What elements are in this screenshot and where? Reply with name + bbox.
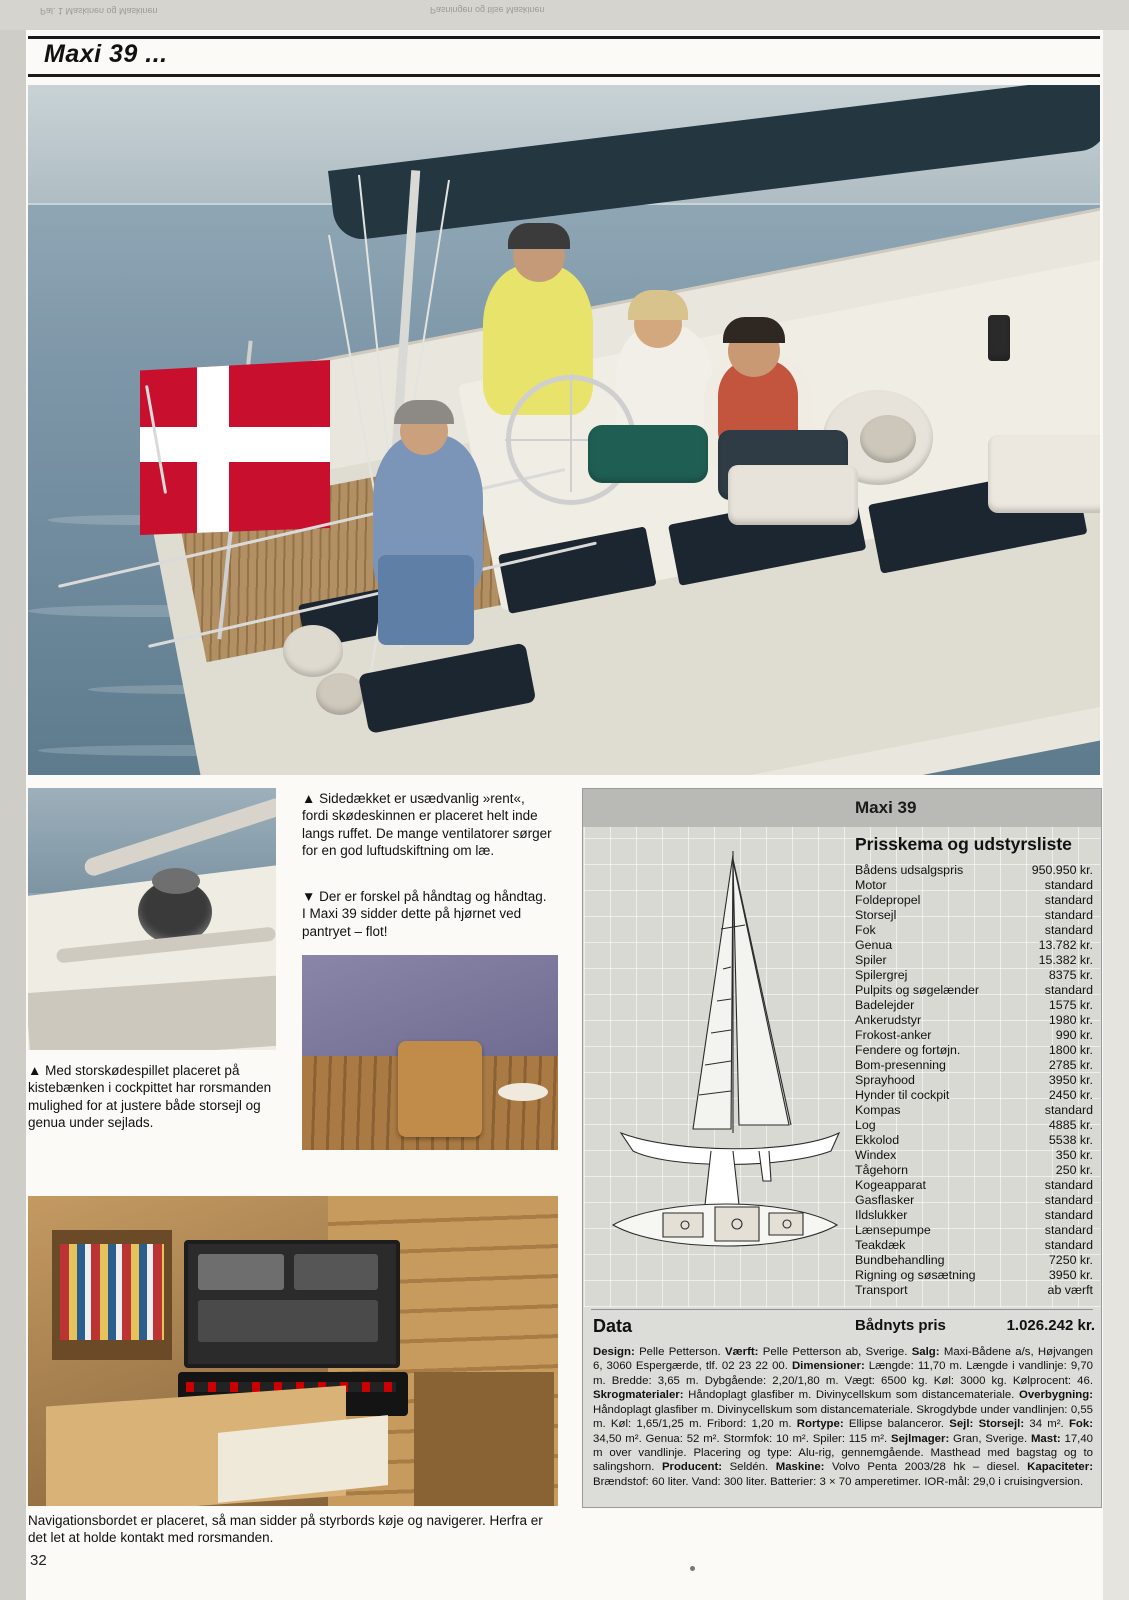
price-row (855, 1043, 1093, 1058)
caption-handles: ▼ Der er forskel på håndtag og håndtag. I Maxi 39 sidder dette på hjørnet ved pantryet – flot! (302, 889, 547, 939)
price-item-value: 5538 kr. (1048, 1132, 1093, 1147)
price-rows (855, 863, 1093, 1298)
photo-nav-station (28, 1196, 558, 1506)
price-row (855, 908, 1093, 923)
price-item-name: Ildslukker (855, 1207, 908, 1222)
sliding-hatch (728, 465, 858, 525)
price-row (855, 893, 1093, 908)
price-item-value: 8375 kr. (1048, 967, 1093, 982)
price-item-value: 4885 kr. (1048, 1117, 1093, 1132)
price-row (855, 1118, 1093, 1133)
bleed-fragment-2: Pasningen og tilse Maskinen (430, 5, 545, 15)
price-list (855, 835, 1093, 1298)
price-item-name: Spiler (855, 952, 887, 967)
price-row (855, 998, 1093, 1013)
divider-line (591, 1309, 1093, 1310)
price-row (855, 953, 1093, 968)
page-title: Maxi 39 ... (44, 40, 168, 68)
price-item-name: Motor (855, 877, 887, 892)
price-item-value: 7250 kr. (1048, 1252, 1093, 1267)
price-item-value: standard (1044, 922, 1093, 937)
caption-sidedeck: ▲ Sidedækket er usædvanlig »rent«, fordi skødeskinnen er placeret helt inde langs ruffet. De mange ventilatorer sørger for en god luftudskiftning om læ. (302, 791, 552, 858)
price-item-value: ab værft (1047, 1282, 1093, 1297)
price-row (855, 1088, 1093, 1103)
crew-trousers (378, 555, 474, 645)
data-box (582, 788, 1102, 1508)
sailplan-svg (593, 833, 851, 1273)
price-item-name: Ekkolod (855, 1132, 900, 1147)
foredeck-winch (283, 625, 343, 677)
price-row (855, 1028, 1093, 1043)
price-item-value: 3950 kr. (1048, 1267, 1093, 1282)
foredeck-winch (316, 673, 364, 715)
price-item-name: Ankerudstyr (855, 1012, 922, 1027)
right-margin-strip (1103, 30, 1129, 1600)
price-item-value: 3950 kr. (1048, 1072, 1093, 1087)
price-row (855, 923, 1093, 938)
wooden-handle (398, 1041, 482, 1137)
price-item-name: Spilergrej (855, 967, 908, 982)
price-item-name: Kompas (855, 1102, 901, 1117)
price-item-name: Foldepropel (855, 892, 921, 907)
price-item-name: Hynder til cockpit (855, 1087, 950, 1102)
price-row (855, 1013, 1093, 1028)
table-edge (498, 1083, 548, 1101)
price-item-name: Bundbehandling (855, 1252, 945, 1267)
price-row (855, 1223, 1093, 1238)
data-box-title: Maxi 39 (855, 798, 917, 817)
price-item-value: standard (1044, 1102, 1093, 1117)
crew-hair (723, 317, 785, 343)
price-row (855, 1238, 1093, 1253)
price-item-value: standard (1044, 907, 1093, 922)
price-row (855, 1253, 1093, 1268)
header-rule-top (28, 36, 1100, 39)
price-item-value: 15.382 kr. (1038, 952, 1093, 967)
price-item-name: Transport (855, 1282, 908, 1297)
price-item-value: 350 kr. (1055, 1147, 1093, 1162)
price-row (855, 863, 1093, 878)
photo-sidedeck-winch (28, 788, 276, 1050)
crew-hair (394, 400, 454, 424)
price-item-name: Badelejder (855, 997, 915, 1012)
sail-bag (588, 425, 708, 483)
price-item-name: Fok (855, 922, 876, 937)
price-item-value: 1980 kr. (1048, 1012, 1093, 1027)
caption-nav: Navigationsbordet er placeret, så man sidder på styrbords køje og navigerer. Herfra er det let at holde kontakt med rorsmanden. (28, 1513, 543, 1546)
settee-berth (414, 1372, 554, 1506)
left-margin-strip (0, 30, 26, 1600)
crew-hair (508, 223, 570, 249)
price-row (855, 1178, 1093, 1193)
price-row (855, 1133, 1093, 1148)
price-item-name: Sprayhood (855, 1072, 915, 1087)
price-item-value: standard (1044, 1222, 1093, 1237)
price-row (855, 1193, 1093, 1208)
price-row (855, 878, 1093, 893)
price-item-name: Bådens udsalgspris (855, 862, 964, 877)
price-row (855, 1073, 1093, 1088)
price-item-name: Log (855, 1117, 876, 1132)
header-rule-bottom (28, 74, 1100, 77)
price-row (855, 968, 1093, 983)
cockpit-locker (988, 435, 1100, 513)
data-box-header (583, 789, 1101, 827)
price-list-title: Prisskema og udstyrsliste (855, 834, 1072, 854)
price-row (855, 1283, 1093, 1298)
total-price-value: 1.026.242 kr. (1006, 1317, 1095, 1334)
bleed-fragment-1: Pal. 1 Maskinen og Maskinen (40, 6, 158, 16)
price-item-name: Rigning og søsætning (855, 1267, 976, 1282)
price-item-name: Windex (855, 1147, 897, 1162)
price-row (855, 1148, 1093, 1163)
price-row (855, 1163, 1093, 1178)
price-item-name: Pulpits og søgelænder (855, 982, 979, 997)
crew-hair (628, 290, 688, 320)
price-row (855, 1103, 1093, 1118)
price-item-name: Gasflasker (855, 1192, 915, 1207)
price-item-value: 1800 kr. (1048, 1042, 1093, 1057)
price-row (855, 938, 1093, 953)
price-row (855, 1058, 1093, 1073)
price-item-name: Bom-presenning (855, 1057, 946, 1072)
price-item-name: Genua (855, 937, 893, 952)
price-item-value: 1575 kr. (1048, 997, 1093, 1012)
price-item-name: Tågehorn (855, 1162, 909, 1177)
price-item-name: Storsejl (855, 907, 897, 922)
ventilator (988, 315, 1010, 361)
books (60, 1244, 164, 1340)
price-item-value: 2785 kr. (1048, 1057, 1093, 1072)
registration-dot (690, 1566, 695, 1571)
price-item-name: Teakdæk (855, 1237, 906, 1252)
page-bleed-strip (0, 0, 1129, 30)
price-item-value: standard (1044, 1207, 1093, 1222)
price-item-value: 13.782 kr. (1038, 937, 1093, 952)
specifications-text: Design: Pelle Petterson. Værft: Pelle Petterson ab, Sverige. Salg: Maxi-Bådene a/s, Højvangen 6, 3060 Espergærde, tlf. 02 23 22 00. Dimensioner: Længde: 11,70 m. Længde i vandlinje: 9,70 m. Bredde: 3,65 m. Dybgående: 2,20/1,80 m. Vægt: 6500 kg. Køl: 3000 kg. Kølprocent: 46. Skrogmaterialer: Håndoplagt glasfiber m. Divinycellskum som distancemateriale. Overbygning: Håndoplagt glasfiber m. Divinycellskum som distancemateriale. Skrogdybde under vandlinjen: 0,55 m. Køl: 1,65/1,25 m. Fribord: 1,20 m. Rortype: Ellipse balanceror. Sejl: Storsejl: 34 m². Fok: 34,50 m². Genua: 52 m². Stormfok: 10 m². Spiler: 115 m². Sejlmager: Gran, Sverige. Mast: 17,40 m over vandlinje. Placering og type: Alu-rig, gennemgående. Masthead med bagstag og to salingshorn. Producent: Seldén. Maskine: Volvo Penta 2003/28 hk – diesel. Kapaciteter: Brændstof: 60 liter. Vand: 300 liter. Batterier: 3 × 70 amperetimer. IOR-mål: 29,0 i cruisingversion. (593, 1346, 1094, 1488)
winch-top (152, 868, 200, 894)
price-item-value: standard (1044, 1237, 1093, 1252)
price-item-value: 2450 kr. (1048, 1087, 1093, 1102)
price-row (855, 1208, 1093, 1223)
price-item-value: standard (1044, 877, 1093, 892)
price-item-value: standard (1044, 1192, 1093, 1207)
radio-unit (198, 1254, 284, 1290)
price-item-name: Kogeapparat (855, 1177, 926, 1192)
total-price-label: Bådnyts pris (855, 1317, 946, 1334)
switch-panel (198, 1300, 378, 1342)
price-row (855, 983, 1093, 998)
price-item-name: Frokost-anker (855, 1027, 932, 1042)
price-item-value: standard (1044, 1177, 1093, 1192)
caption-winch: ▲ Med storskødespillet placeret på kistebænken i cockpittet har rorsmanden mulighed for at justere både storsejl og genua under sejlads. (28, 1063, 272, 1130)
data-heading: Data (593, 1316, 633, 1336)
photo-interior-handle (302, 955, 558, 1150)
danish-flag (140, 360, 330, 535)
price-item-value: standard (1044, 892, 1093, 907)
price-item-name: Lænsepumpe (855, 1222, 931, 1237)
price-item-value: 950.950 kr. (1031, 862, 1093, 877)
price-item-value: 990 kr. (1055, 1027, 1093, 1042)
price-item-value: standard (1044, 982, 1093, 997)
total-price-row (855, 1317, 1095, 1334)
winch-drum (860, 415, 916, 463)
price-item-value: 250 kr. (1055, 1162, 1093, 1177)
price-item-name: Fendere og fortøjn. (855, 1042, 961, 1057)
main-photo-cockpit (28, 85, 1100, 775)
page-number: 32 (30, 1552, 47, 1569)
instrument-display (294, 1254, 378, 1290)
price-row (855, 1268, 1093, 1283)
sailplan-drawing (593, 833, 851, 1273)
